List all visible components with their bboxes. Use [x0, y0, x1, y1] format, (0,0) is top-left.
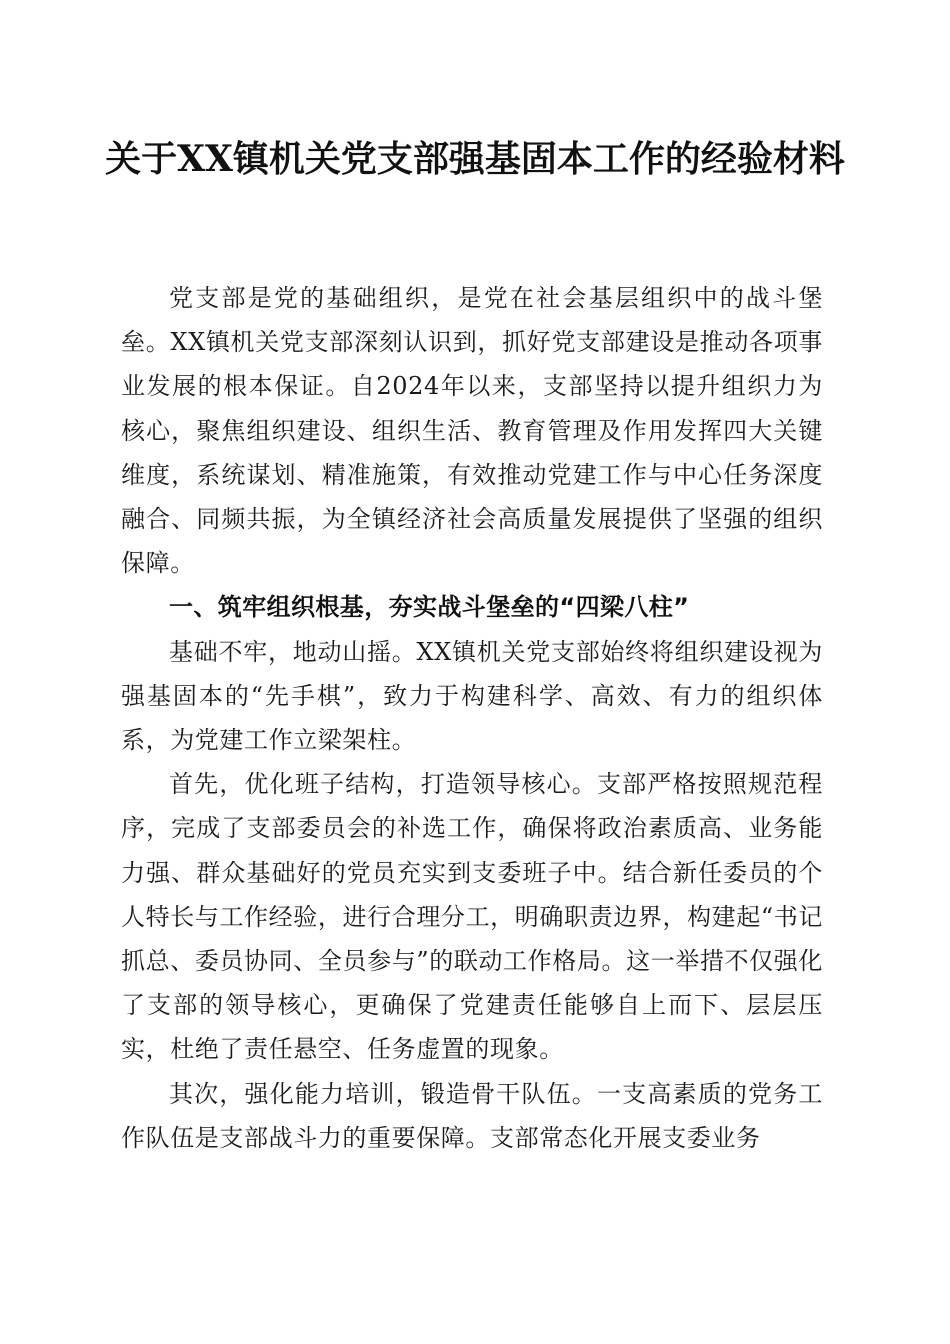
section-1-paragraph-2: 首先，优化班子结构，打造领导核心。支部严格按照规范程序，完成了支部委员会的补选工作，确保将政治素质高、业务能力强、群众基础好的党员充实到支委班子中。结合新任委员的个人特长与工作经验，进行合理分工，明确职责边界，构建起“书记抓总、委员协同、全员参与”的联动工作格局。这一举措不仅强化了支部的领导核心，更确保了党建责任能够自上而下、层层压实，杜绝了责任悬空、任务虚置的现象。	[121, 770, 823, 1064]
intro-paragraph: 党支部是党的基础组织，是党在社会基层组织中的战斗堡垒。XX镇机关党支部深刻认识到，抓好党支部建设是推动各项事业发展的根本保证。自2024年以来，支部坚持以提升组织力为核心，聚焦组织建设、组织生活、教育管理及作用发挥四大关键维度，系统谋划、精准施策，有效推动党建工作与中心任务深度融合、同频共振，为全镇经济社会高质量发展提供了坚强的组织保障。	[121, 284, 823, 578]
document-title: 关于XX镇机关党支部强基固本工作的经验材料	[105, 138, 845, 180]
section-1-paragraph-1: 基础不牢，地动山摇。XX镇机关党支部始终将组织建设视为强基固本的“先手棋”，致力于构建科学、高效、有力的组织体系，为党建工作立梁架柱。	[121, 637, 823, 755]
document-body	[121, 276, 823, 1160]
section-heading-1: 一、筑牢组织根基，夯实战斗堡垒的“四梁八柱”	[169, 593, 690, 622]
section-1-paragraph-3: 其次，强化能力培训，锻造骨干队伍。一支高素质的党务工作队伍是支部战斗力的重要保障。支部常态化开展支委业务	[121, 1079, 823, 1152]
